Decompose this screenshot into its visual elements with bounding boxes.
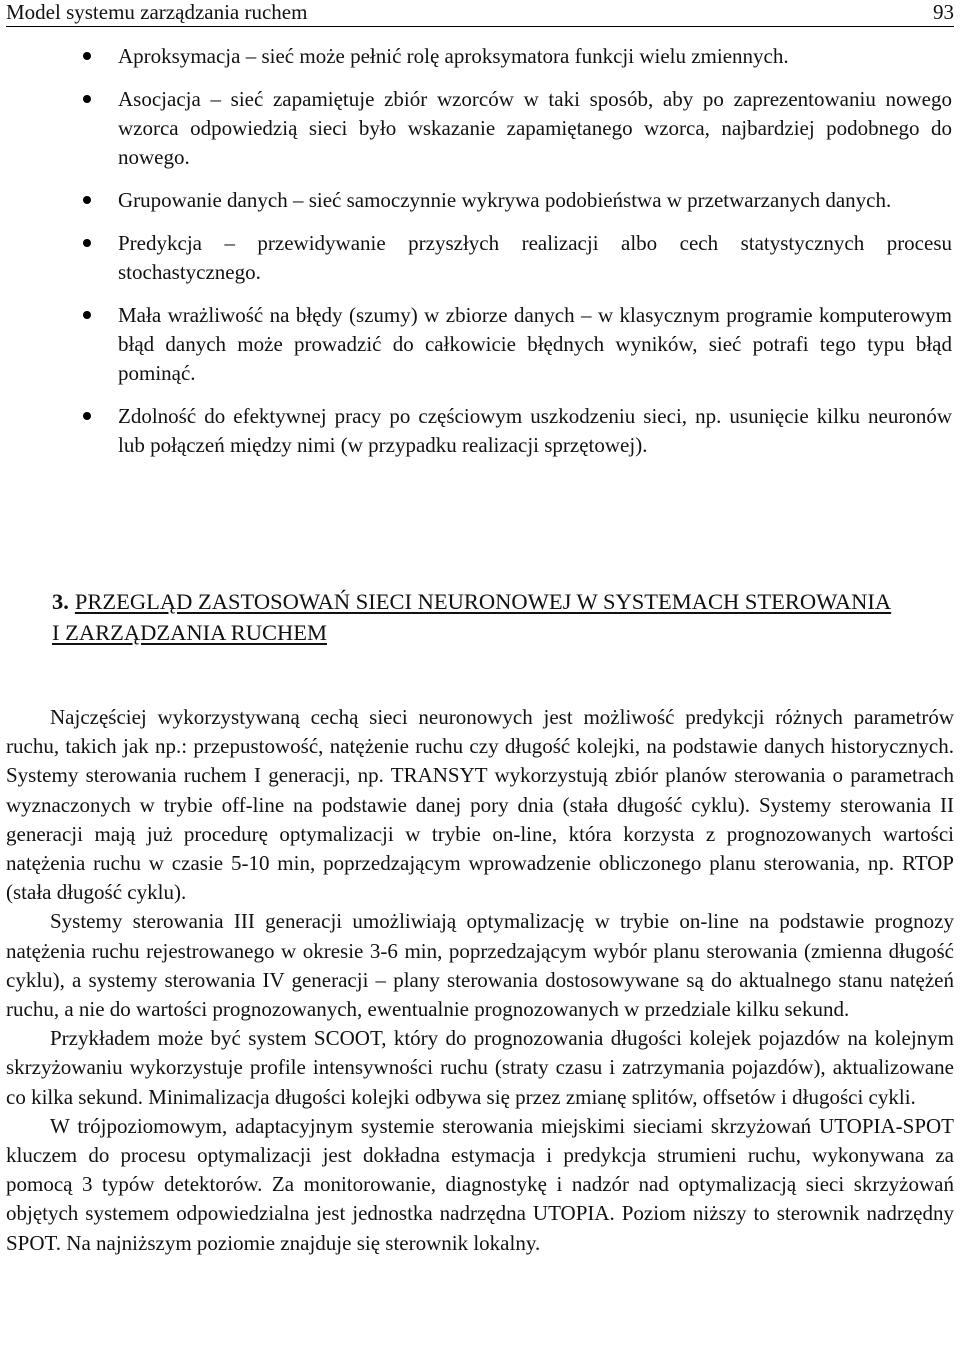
bullet-item <box>0 301 960 388</box>
bullet-icon <box>83 196 91 204</box>
paragraph: W trójpoziomowym, adaptacyjnym systemie sterowania miejskimi sieciami skrzyżowań UTOPIA-SPOT kluczem do procesu optymalizacji jest dokładna estymacja i predykcja strumieni ruchu, wykonywana za pomocą 3 typów detektorów. Za monitorowanie, diagnostykę i nadzór nad optymalizacją sieci skrzyżowań objętych systemem odpowiedzialna jest jednostka nadrzędna UTOPIA. Poziom niższy to sterownik nadrzędny SPOT. Na najniższym poziomie znajduje się sterownik lokalny. <box>6 1113 954 1255</box>
page-number: 93 <box>933 0 954 24</box>
paragraph: Najczęściej wykorzystywaną cechą sieci neuronowych jest możliwość predykcji różnych parametrów ruchu, takich jak np.: przepustowość, natężenie ruchu czy długość kolejki, na podstawie danych historycznych. Systemy sterowania ruchem I generacji, np. TRANSYT wykorzystują zbiór planów sterowania o parametrach wyznaczonych w trybie off-line na podstawie danej pory dnia (stała długość cyklu). Systemy sterowania II generacji mają już procedurę optymalizacji w trybie on-line, która korzysta z prognozowanych wartości natężenia ruchu w czasie 5-10 min, poprzedzającym wprowadzenie obliczonego planu sterowania, np. RTOP (stała długość cyklu). <box>6 705 954 905</box>
bullet-text: Aproksymacja – sieć może pełnić rolę aproksymatora funkcji wielu zmiennych. <box>118 44 789 68</box>
bullet-icon <box>83 311 91 319</box>
bullet-text: Asocjacja – sieć zapamiętuje zbiór wzorców w taki sposób, aby po zaprezentowaniu nowego wzorca odpowiedzią sieci było wskazanie zapamiętanego wzorca, najbardziej podobnego do nowego. <box>118 87 952 169</box>
section-heading <box>52 586 902 648</box>
bullet-icon <box>83 412 91 420</box>
bullet-text: Mała wrażliwość na błędy (szumy) w zbiorze danych – w klasycznym programie komputerowym błąd danych może prowadzić do całkowicie błędnych wyników, sieć potrafi tego typu błąd pominąć. <box>118 303 952 385</box>
bullet-item <box>0 85 960 172</box>
bullet-icon <box>83 52 91 60</box>
body-text <box>6 703 954 1258</box>
feature-bullet-list <box>0 42 960 474</box>
bullet-text: Grupowanie danych – sieć samoczynnie wykrywa podobieństwa w przetwarzanych danych. <box>118 188 892 212</box>
bullet-icon <box>83 95 91 103</box>
bullet-item <box>0 402 960 460</box>
section-title: PRZEGLĄD ZASTOSOWAŃ SIECI NEURONOWEJ W SYSTEMACH STEROWANIA I ZARZĄDZANIA RUCHEM <box>52 589 892 645</box>
bullet-item <box>0 186 960 215</box>
bullet-text: Predykcja – przewidywanie przyszłych realizacji albo cech statystycznych procesu stochastycznego. <box>118 231 952 284</box>
section-number: 3. <box>52 589 69 614</box>
paragraph: Przykładem może być system SCOOT, który do prognozowania długości kolejek pojazdów na kolejnym skrzyżowaniu wykorzystuje profile intensywności ruchu (straty czasu i zatrzymania pojazdów), aktualizowane co kilka sekund. Minimalizacja długości kolejki odbywa się przez zmianę splitów, offsetów i długości cykli. <box>6 1026 954 1109</box>
bullet-item <box>0 42 960 71</box>
paragraph: Systemy sterowania III generacji umożliwiają optymalizację w trybie on-line na podstawie prognozy natężenia ruchu rejestrowanego w okresie 3-6 min, poprzedzającym wybór planu sterowania (zmienna długość cyklu), a systemy sterowania IV generacji – plany sterowania dostosowywane są do aktualnego stanu natężeń ruchu, a nie do wartości prognozowanych, ewentualnie prognozowanych w przedziale kilku sekund. <box>6 909 954 1022</box>
bullet-text: Zdolność do efektywnej pracy po częściowym uszkodzeniu sieci, np. usunięcie kilku neuronów lub połączeń między nimi (w przypadku realizacji sprzętowej). <box>118 404 952 457</box>
bullet-icon <box>83 239 91 247</box>
bullet-item <box>0 229 960 287</box>
running-header <box>6 0 954 27</box>
header-title: Model systemu zarządzania ruchem <box>6 0 308 24</box>
